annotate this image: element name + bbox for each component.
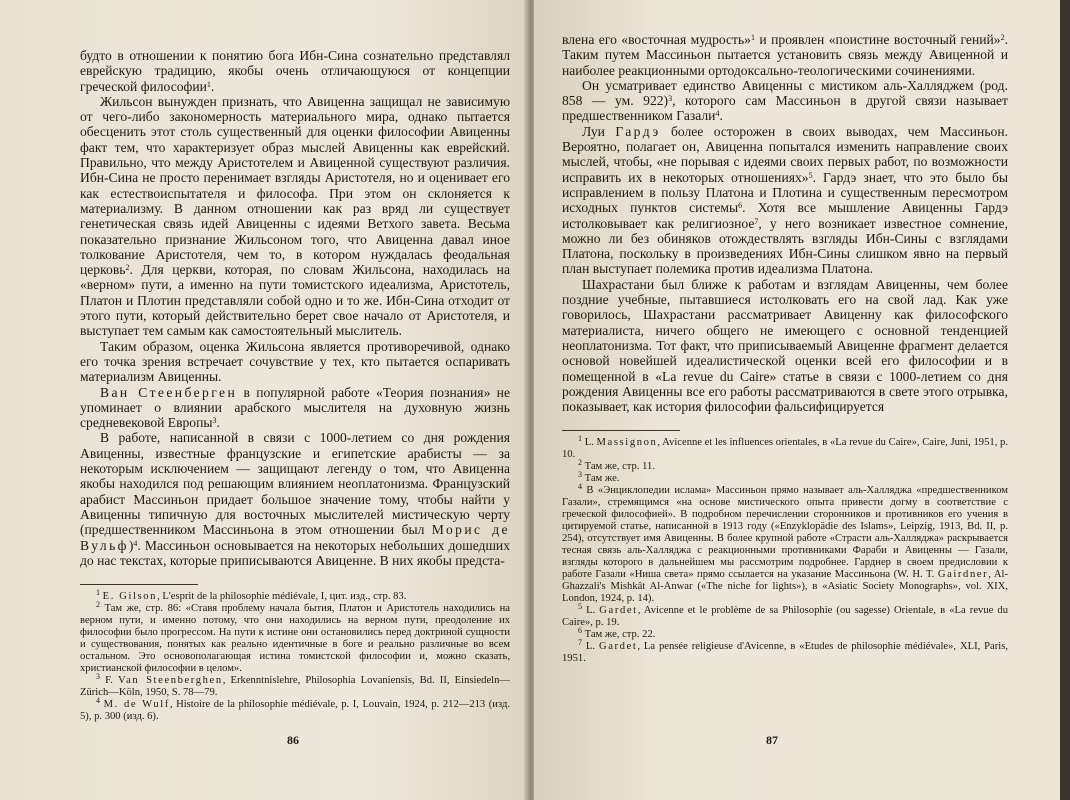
footnote-marker: 5	[578, 602, 582, 612]
footnote-marker: 7	[754, 216, 759, 226]
author-name: Van Steenberghen	[118, 675, 223, 687]
footnote-marker: 7	[578, 638, 582, 648]
footnote-marker: 3	[668, 94, 673, 104]
author-name: Морис де Вульф	[80, 522, 510, 553]
page-number: 87	[766, 733, 778, 747]
footnote-marker: 6	[738, 201, 743, 211]
footnote-marker: 3	[96, 672, 100, 682]
author-name: Massignon	[596, 437, 658, 449]
text-run: Шахрастани был ближе к работам и взглядам Авиценны, чем более поздние учебные, пытавшиеся истолковать его на свой лад. Как уже говорилось, Шахрастани рассматривает Авиценну как философского материалиста, ничего общего не имеющего с основной тенденцией неоплатонизма. Тот факт, что приписываемый Авиценне фрагмент делается основой новейшей идеалистической оценки всей его философии и в помещенной в «La revue du Caire» статье в связи с 1000-летием со дня рождения Авиценны все его работы рассматриваются в свете этого отрывка, показывает, как история философии фальсифицируется	[562, 276, 1008, 415]
body-paragraph	[562, 78, 1008, 124]
footnote	[562, 458, 1008, 473]
left-body-text	[80, 48, 510, 568]
footnote-marker: 4	[133, 538, 138, 548]
text-run: , Avicenne et le problème de sa Philosophie (ou sagesse) Orientale, в «La revue du Caire», p. 19.	[562, 605, 1008, 629]
text-run: , Al-Ghazzali's Mishkât Al-Anwar («The niche for lights»), в «Asiatic Society Monographs», vol. XIX, London, 1924, p. 14).	[562, 569, 1008, 605]
left-footnote-rule	[80, 584, 198, 585]
text-run: , La pensée religieuse d'Avicenne, в «Etudes de philosophie médiévale», XLI, Paris, 1951.	[562, 641, 1008, 665]
right-footnotes	[562, 434, 1008, 665]
body-paragraph	[80, 48, 510, 94]
footnote	[562, 434, 1008, 461]
text-run: В работе, написанной в связи с 1000-летием со дня рождения Авиценны, известные французские и египетские арабисты — за некоторым исключением — защищают легенду о том, что Авиценна якобы находился под решающим влиянием неоплатонизма. Французский арабист Массиньон придает большое значение тому, чтобы найти у Авиценны типичную для восточных мыслителей мистическую черту (предшественником Массиньона в этом отношении был	[80, 430, 510, 538]
right-footnote-rule	[562, 430, 680, 431]
text-run: F.	[100, 675, 119, 687]
text-run: и проявлен «поистине восточный гений»	[754, 32, 1001, 47]
footnote-marker: 4	[715, 109, 720, 119]
text-run: Жильсон вынужден признать, что Авиценна защищал не зависимую от чего-либо закономерность материального мира, однако пытается обесценить этот столь существенный для оценки философии Авиценны факт тем, что характеризует образ мыслей Авиценны как еврейский. Правильно, что между Аристотелем и Авиценной существуют различия. Ибн-Сина не просто перенимает взгляды Аристотеля, но и оценивает его как естествоиспытателя и философа. При этом он склоняется к материализму. В данном отношении как раз вряд ли существует генетическая связь идей Авиценны с идеями Ветхого завета. Весьма показательно признание Жильсоном того, что Авиценна давал иное толкование Аристотеля, чем то, в котором нуждалась феодальная церковь	[80, 93, 510, 278]
text-run: более осторожен в своих выводах, чем Массиньон. Вероятно, полагает он, Авиценна попытался изменить направление своих мыслей, чтобы, «не порывая с идеями своих первых работ, по возможности исправить их в некоторых отношениях»	[562, 123, 1008, 185]
text-run: Там же, стр. 11.	[582, 461, 655, 473]
body-paragraph	[562, 277, 1008, 415]
text-run: .	[719, 108, 723, 124]
footnote-marker: 1	[750, 33, 755, 42]
text-run: Там же.	[582, 473, 620, 485]
right-page	[534, 0, 1070, 800]
footnote	[562, 626, 1008, 641]
footnote	[80, 600, 510, 675]
body-paragraph	[80, 339, 510, 385]
text-run: в популярной работе «Теория познания» не упоминает о влиянии арабского мыслителя на духовную жизнь средневековой Европы	[80, 384, 510, 431]
author-name: Gairdner	[937, 569, 989, 581]
text-run: )	[128, 537, 134, 553]
text-run: Он усматривает единство Авиценны с мистиком аль-Халляджем (род. 858 — ум. 922)	[562, 77, 1008, 109]
text-run: .	[216, 415, 220, 431]
text-run: В «Энциклопедии ислама» Массиньон прямо называет аль-Халляджа «предшественником Газали», стремящимся «на основе мистического опыта привести догму в соответствие с греческой философией». В подробном перечислении сторонников и противников его учения в цитируемой статье, написанной в 1913 году («Enzyklopädie des Islams», Leipzig, 1913, Bd. II, p. 254), отсутствует имя Авиценны. В более крупной работе «Страсти аль-Халляджа» раскрывается тесная связь аль-Халляджа с реакционными противниками Фараби и Авиценны — Газали, взгляды которого в дальнейшем мы рассмотрим подробнее. Гарднер в своем предисловии к работе Газали «Ниша света» прямо ссылается на указание Массиньона (W. H. T.	[562, 485, 1008, 581]
text-run: , Histoire de la philosophie médiévale, p. I, Louvain, 1924, p. 212—213 (изд. 5), p. 300 (изд. 6).	[80, 699, 511, 723]
footnote	[562, 482, 1008, 605]
left-footnotes	[80, 588, 511, 723]
text-run: . Гардэ знает, что это было бы исправлением в пользу Платона и Плотина и существенным пересмотром исходных пунктов системы	[562, 169, 1009, 216]
footnote-marker: 4	[96, 696, 100, 706]
body-paragraph	[80, 430, 510, 568]
text-run: L.	[582, 641, 599, 653]
text-run: . Массиньон основывается на некоторых небольших дошедших до нас текстах, которые приписываются Авиценне. В них якобы предста-	[80, 537, 510, 568]
footnote-marker: 4	[578, 482, 582, 492]
footnote-marker: 1	[96, 588, 100, 598]
footnote-marker: 3	[212, 416, 217, 426]
author-name: M. de Wulf	[103, 699, 170, 711]
author-name: E. Gilson	[102, 591, 158, 603]
footnote-marker: 2	[578, 458, 582, 468]
footnote-marker: 2	[125, 263, 130, 273]
footnote	[562, 470, 1008, 485]
text-run: Там же, стр. 86: «Ставя проблему начала бытия, Платон и Аристотель находились на верном пути, и именно потому, что они находились на верном пути, преодоление их философии было прогрессом. На пути к истине они остановились перед доктриной сущности и существования, понятых как реально идентичные в боге и реально различные во всем остальном. Это основополагающая истина томистской философии и, можно сказать, христианской философии в целом».	[80, 603, 510, 675]
text-run: Там же, стр. 22.	[582, 629, 656, 641]
text-run: L.	[582, 437, 597, 449]
footnote-marker: 1	[206, 79, 211, 89]
text-run: , L'esprit de la philosophie médiévale, I, цит. изд., стр. 83.	[157, 591, 407, 603]
text-run: , которого сам Массиньон в другой связи называет предшественником Газали	[562, 93, 1008, 124]
author-name: Gardet	[599, 605, 638, 617]
footnote-marker: 1	[578, 434, 582, 444]
footnote-marker: 6	[578, 626, 582, 636]
footnote	[80, 696, 511, 723]
body-paragraph	[562, 124, 1008, 277]
author-name: Gardet	[598, 641, 638, 653]
author-name: Ван Стеенберген	[100, 384, 238, 400]
text-run: , у него возникает известное сомнение, можно ли без обиняков отождествлять взгляды Ибн-Сины с взглядами Платона, поскольку в произведениях Ибн-Сины слишком явно на первый план выступает полемика против идеализма Платона.	[562, 215, 1008, 277]
body-paragraph	[80, 94, 510, 339]
text-run: Луи	[582, 123, 616, 139]
left-page	[0, 0, 528, 800]
footnote-marker: 2	[96, 600, 100, 610]
author-name: Гардэ	[615, 123, 661, 139]
body-paragraph	[562, 32, 1008, 78]
text-run: .	[210, 78, 215, 94]
footnote-marker: 2	[1000, 33, 1005, 42]
text-run: , Avicenne et les influences orientales, в «La revue du Caire», Caire, Juni, 1951, p. 10.	[562, 437, 1008, 461]
text-run: . Для церкви, которая, по словам Жильсона, находилась на «верном» пути, а именно на пути томистского идеализма, Аристотель, Платон и Плотин представляли собой одно и то же. Ибн-Сина отходит от этого пути, который действительно берет свое начало от Аристотеля, и выступает тем самым как самостоятельный мыслитель.	[80, 262, 510, 339]
right-body-text	[562, 32, 1008, 414]
footnote-marker: 5	[808, 170, 813, 180]
footnote	[80, 588, 510, 603]
footnote	[562, 638, 1008, 665]
footnote	[80, 672, 510, 699]
text-run: Таким образом, оценка Жильсона является противоречивой, однако его точка зрения встречает сочувствие у тех, кто пытается оспаривать материализм Авиценны.	[80, 338, 510, 385]
page-number: 86	[287, 733, 299, 747]
body-paragraph	[80, 385, 510, 431]
text-run: , Erkenntnislehre, Philosophia Lovaniensis, Bd. II, Einsiedeln—Zürich—Köln, 1950, S. 78—79.	[80, 675, 510, 699]
text-run: L.	[582, 605, 600, 617]
footnote	[562, 602, 1008, 629]
text-run: будто в отношении к понятию бога Ибн-Сина сознательно представлял еврейскую традицию, якобы очень отличающуюся от концепции греческой философии	[80, 48, 510, 94]
right-book-edge	[1060, 0, 1070, 800]
text-run: . Хотя все мышление Авиценны Гардэ истолковывает как религиозное	[562, 200, 1009, 231]
text-run: . Таким путем Массиньон пытается установить связь между Авиценной и наиболее реакционными ортодоксально-теологическими сочинениями.	[562, 32, 1008, 78]
footnote-marker: 3	[578, 470, 582, 480]
text-run: влена его «восточная мудрость»	[562, 32, 751, 47]
